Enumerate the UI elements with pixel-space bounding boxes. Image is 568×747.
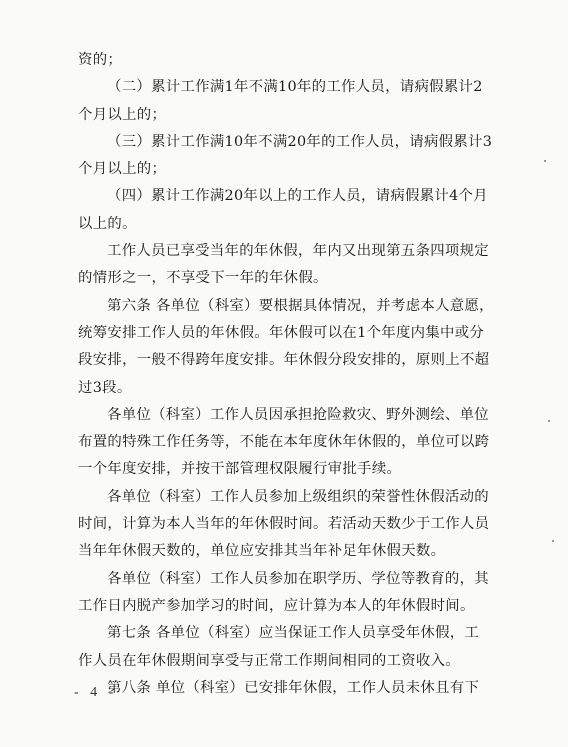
text-line: 段安排，一般不得跨年度安排。年休假分段安排的，原则上不超 (78, 352, 490, 369)
text-line: 统筹安排工作人员的年休假。年休假可以在1个年度内集中或分 (78, 324, 485, 341)
text-line: 以上的。 (78, 215, 137, 232)
scan-speck (552, 540, 554, 542)
text-line: 各单位（科室）工作人员因承担抢险救灾、野外测绘、单位 (107, 406, 489, 423)
text-line: 各单位（科室）工作人员参加在职学历、学位等教育的，其 (107, 570, 489, 587)
text-line: 个月以上的； (78, 161, 167, 178)
text-line: 第八条 单位（科室）已安排年休假，工作人员未休且有下 (107, 679, 480, 696)
text-line: 当年年休假天数的，单位应安排其当年补足年休假天数。 (78, 543, 446, 560)
text-line: 工作日内脱产参加学习的时间，应计算为本人的年休假时间。 (78, 597, 475, 614)
body-text (78, 47, 502, 702)
text-line: 各单位（科室）工作人员参加上级组织的荣誉性休假活动的 (107, 488, 489, 505)
text-line: 一个年度安排，并按干部管理权限履行审批手续。 (78, 461, 402, 478)
text-line: 工作人员已享受当年的年休假，年内又出现第五条四项规定 (107, 243, 489, 260)
scan-speck (544, 160, 546, 162)
text-line: 作人员在年休假期间享受与正常工作期间相同的工资收入。 (78, 652, 460, 669)
text-line: （三）累计工作满10年不满20年的工作人员，请病假累计3 (107, 133, 493, 150)
text-line: 个月以上的； (78, 106, 167, 123)
text-line: 过3段。 (78, 379, 132, 396)
text-line: 时间，计算为本人当年的年休假时间。若活动天数少于工作人员 (78, 516, 490, 533)
scan-speck (548, 420, 550, 422)
text-line: （四）累计工作满20年以上的工作人员，请病假累计4个月 (107, 188, 488, 205)
text-line: 资的； (78, 52, 123, 68)
page-number: - 4 - (74, 685, 118, 700)
text-line: 第六条 各单位（科室）要根据具体情况，并考虑本人意愿， (107, 297, 494, 314)
text-line: （二）累计工作满1年不满10年的工作人员，请病假累计2 (107, 79, 483, 96)
text-line: 第七条 各单位（科室）应当保证工作人员享受年休假，工 (107, 625, 480, 642)
text-line: 布置的特殊工作任务等，不能在本年度休年休假的，单位可以跨 (78, 434, 490, 451)
text-line: 的情形之一，不享受下一年的年休假。 (78, 270, 328, 287)
